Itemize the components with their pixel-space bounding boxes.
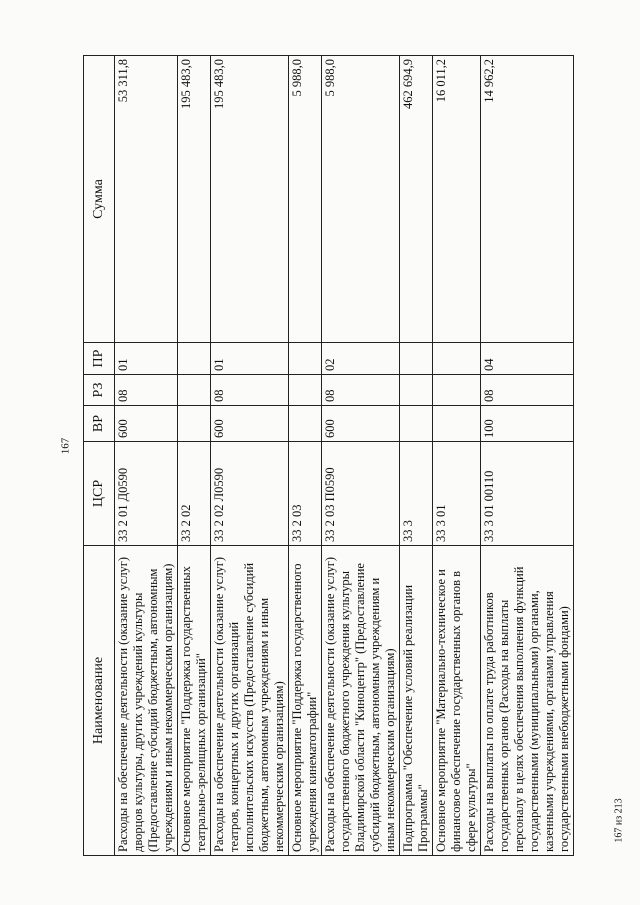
cell-rz [400,375,433,406]
cell-csr: 33 2 02 [178,442,211,546]
cell-sum: 5 988,0 [322,56,400,343]
cell-name: Расходы на выплаты по оплате труда работников государственных органов (Расходы на выплаты персоналу в целях обеспечения выполнения функций государственными (муниципальными) органами, казенными учреждениями, органами управления государственными внебюджетными фондами) [481,546,574,856]
cell-csr: 33 2 02 Л0590 [211,442,289,546]
cell-pr: 02 [322,343,400,375]
cell-csr: 33 2 01 Д0590 [115,442,178,546]
cell-csr: 33 3 01 00110 [481,442,574,546]
cell-rz [433,375,481,406]
cell-pr: 01 [115,343,178,375]
cell-rz: 08 [211,375,289,406]
cell-sum: 14 962,2 [481,56,574,343]
cell-rz: 08 [115,375,178,406]
table-row [115,56,178,856]
header-pr: ПР [84,343,115,375]
cell-pr [289,343,322,375]
rotated-table-container [83,56,623,856]
cell-csr: 33 3 01 [433,442,481,546]
cell-vr: 600 [322,406,400,442]
table-header-row [84,56,115,856]
cell-name: Подпрограмма "Обеспечение условий реализации Программы" [400,546,433,856]
cell-pr [433,343,481,375]
cell-name: Расходы на обеспечение деятельности (оказание услуг) государственного бюджетного учреждения культуры Владимирской области "Киноцентр" (Предоставление субсидий бюджетным, автономным учреждениям и иным некоммерческим организациям) [322,546,400,856]
cell-pr [400,343,433,375]
cell-rz: 08 [322,375,400,406]
table-row [211,56,289,856]
table-row [178,56,211,856]
table-row [289,56,322,856]
cell-name: Основное мероприятие "Поддержка государственных театрально-зрелищных организаций" [178,546,211,856]
cell-sum: 5 988,0 [289,56,322,343]
page-footer: 167 из 213 [613,798,625,843]
cell-rz [289,375,322,406]
cell-csr: 33 2 03 П0590 [322,442,400,546]
cell-name: Основное мероприятие "Поддержка государственного учреждения кинематографии" [289,546,322,856]
cell-sum: 16 011,2 [433,56,481,343]
cell-vr [289,406,322,442]
cell-name: Расходы на обеспечение деятельности (оказание услуг) дворцов культуры, других учреждений культуры (Предоставление субсидий бюджетным, автономным учреждениям и иным некоммерческим организациям) [115,546,178,856]
cell-sum: 195 483,0 [178,56,211,343]
cell-vr: 100 [481,406,574,442]
cell-vr [400,406,433,442]
cell-vr: 600 [115,406,178,442]
cell-vr: 600 [211,406,289,442]
cell-rz: 08 [481,375,574,406]
table-row [322,56,400,856]
cell-sum: 53 311,8 [115,56,178,343]
cell-vr [178,406,211,442]
cell-sum: 462 694,9 [400,56,433,343]
page-number: 167 [59,437,72,455]
header-vr: ВР [84,406,115,442]
table-row [481,56,574,856]
cell-vr [433,406,481,442]
cell-name: Основное мероприятие "Материально-техническое и финансовое обеспечение государственных органов в сфере культуры" [433,546,481,856]
budget-table [83,55,574,856]
cell-pr: 01 [211,343,289,375]
cell-sum: 195 483,0 [211,56,289,343]
cell-pr: 04 [481,343,574,375]
header-csr: ЦСР [84,442,115,546]
table-row [400,56,433,856]
header-sum: Сумма [84,56,115,343]
cell-pr [178,343,211,375]
cell-rz [178,375,211,406]
cell-csr: 33 3 [400,442,433,546]
header-rz: РЗ [84,375,115,406]
table-row [433,56,481,856]
header-name: Наименование [84,546,115,856]
cell-csr: 33 2 03 [289,442,322,546]
cell-name: Расходы на обеспечение деятельности (оказание услуг) театров, концертных и других организаций исполнительских искусств (Предоставление субсидий бюджетным, автономным учреждениям и иным некоммерческим организациям) [211,546,289,856]
